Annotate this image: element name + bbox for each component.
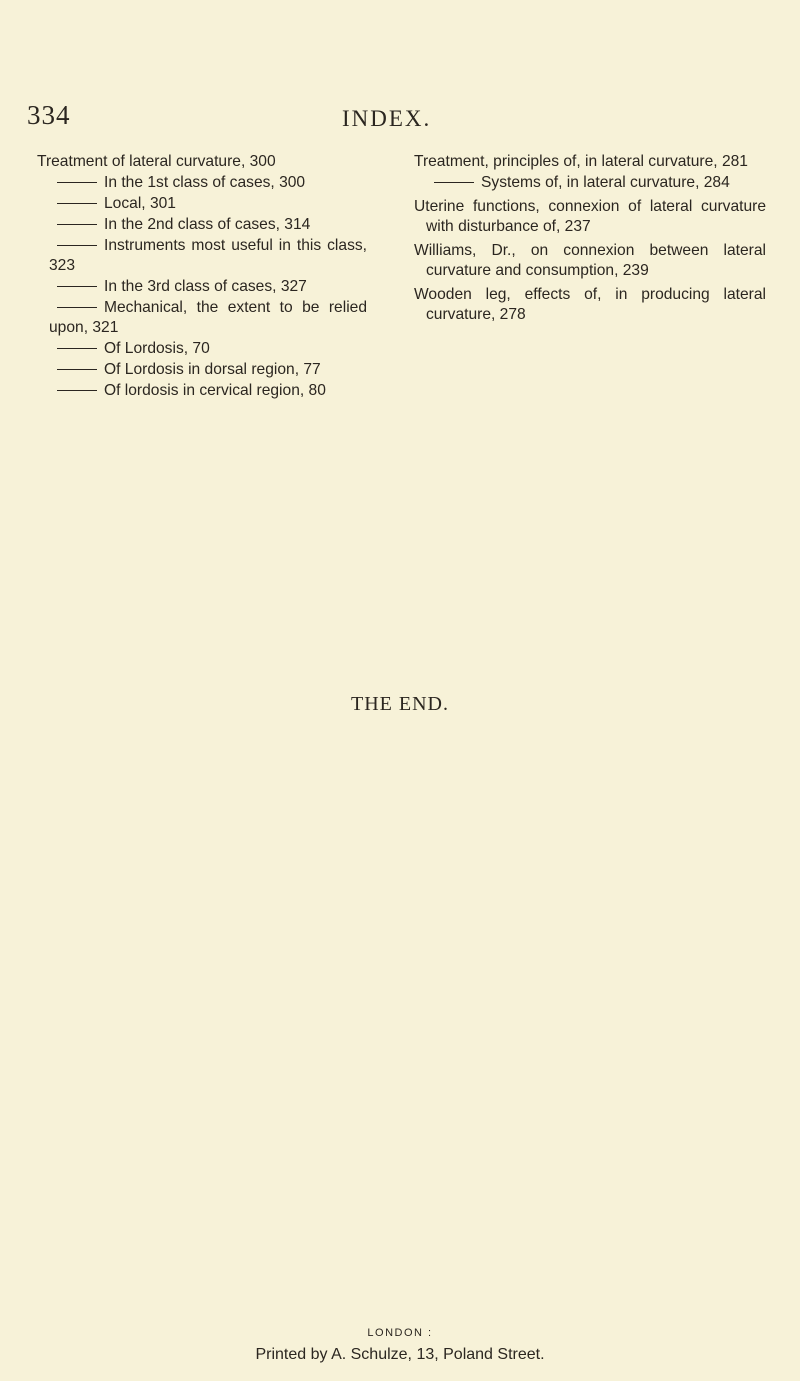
index-entry-text: Wooden leg, effects of, in producing lateral curvature, 278	[414, 286, 766, 323]
index-subentry-text: In the 2nd class of cases, 314	[104, 216, 311, 233]
index-subentry	[37, 194, 367, 214]
index-subentry-text: Of lordosis in cervical region, 80	[104, 382, 326, 399]
the-end-heading: THE END.	[351, 693, 449, 715]
index-column-left	[37, 152, 367, 402]
ditto-dash	[57, 245, 97, 246]
index-entry-text: Treatment, principles of, in lateral curvature, 281	[414, 153, 748, 170]
index-subentry	[37, 173, 367, 193]
index-subentry-text: Local, 301	[104, 195, 176, 212]
index-entry-text: Uterine functions, connexion of lateral curvature with disturbance of, 237	[414, 198, 766, 235]
ditto-dash	[57, 286, 97, 287]
index-entry-text: Treatment of lateral curvature, 300	[37, 153, 276, 170]
running-head: INDEX.	[342, 106, 432, 131]
index-column-right	[414, 152, 766, 326]
ditto-dash	[57, 224, 97, 225]
index-entry	[414, 241, 766, 281]
imprint-printer: Printed by A. Schulze, 13, Poland Street.	[255, 1346, 545, 1363]
index-subentry-text: In the 1st class of cases, 300	[104, 174, 306, 191]
index-subentry	[37, 381, 367, 401]
index-entry	[414, 285, 766, 325]
index-subentry	[37, 298, 367, 338]
index-entry	[414, 152, 766, 172]
index-subentry	[37, 236, 367, 276]
index-subentry-text: Of Lordosis in dorsal region, 77	[104, 361, 321, 378]
index-entry	[414, 197, 766, 237]
ditto-dash	[57, 203, 97, 204]
index-subentry	[37, 215, 367, 235]
ditto-dash	[434, 182, 474, 183]
ditto-dash	[57, 307, 97, 308]
ditto-dash	[57, 369, 97, 370]
index-subentry-text: Instruments most useful in this class, 323	[49, 237, 367, 274]
index-subentry	[37, 339, 367, 359]
index-subentry	[37, 277, 367, 297]
imprint-city: LONDON :	[367, 1327, 433, 1339]
index-subentry-text: Mechanical, the extent to be relied upon, 321	[49, 299, 367, 336]
index-subentry-text: Systems of, in lateral curvature, 284	[481, 174, 730, 191]
page-number: 334	[27, 100, 71, 130]
ditto-dash	[57, 348, 97, 349]
index-subentry	[414, 173, 766, 193]
ditto-dash	[57, 390, 97, 391]
index-subentry	[37, 360, 367, 380]
ditto-dash	[57, 182, 97, 183]
index-entry-text: Williams, Dr., on connexion between lateral curvature and consumption, 239	[414, 242, 766, 279]
index-subentry-text: In the 3rd class of cases, 327	[104, 278, 307, 295]
index-entry	[37, 152, 367, 172]
index-subentry-text: Of Lordosis, 70	[104, 340, 210, 357]
